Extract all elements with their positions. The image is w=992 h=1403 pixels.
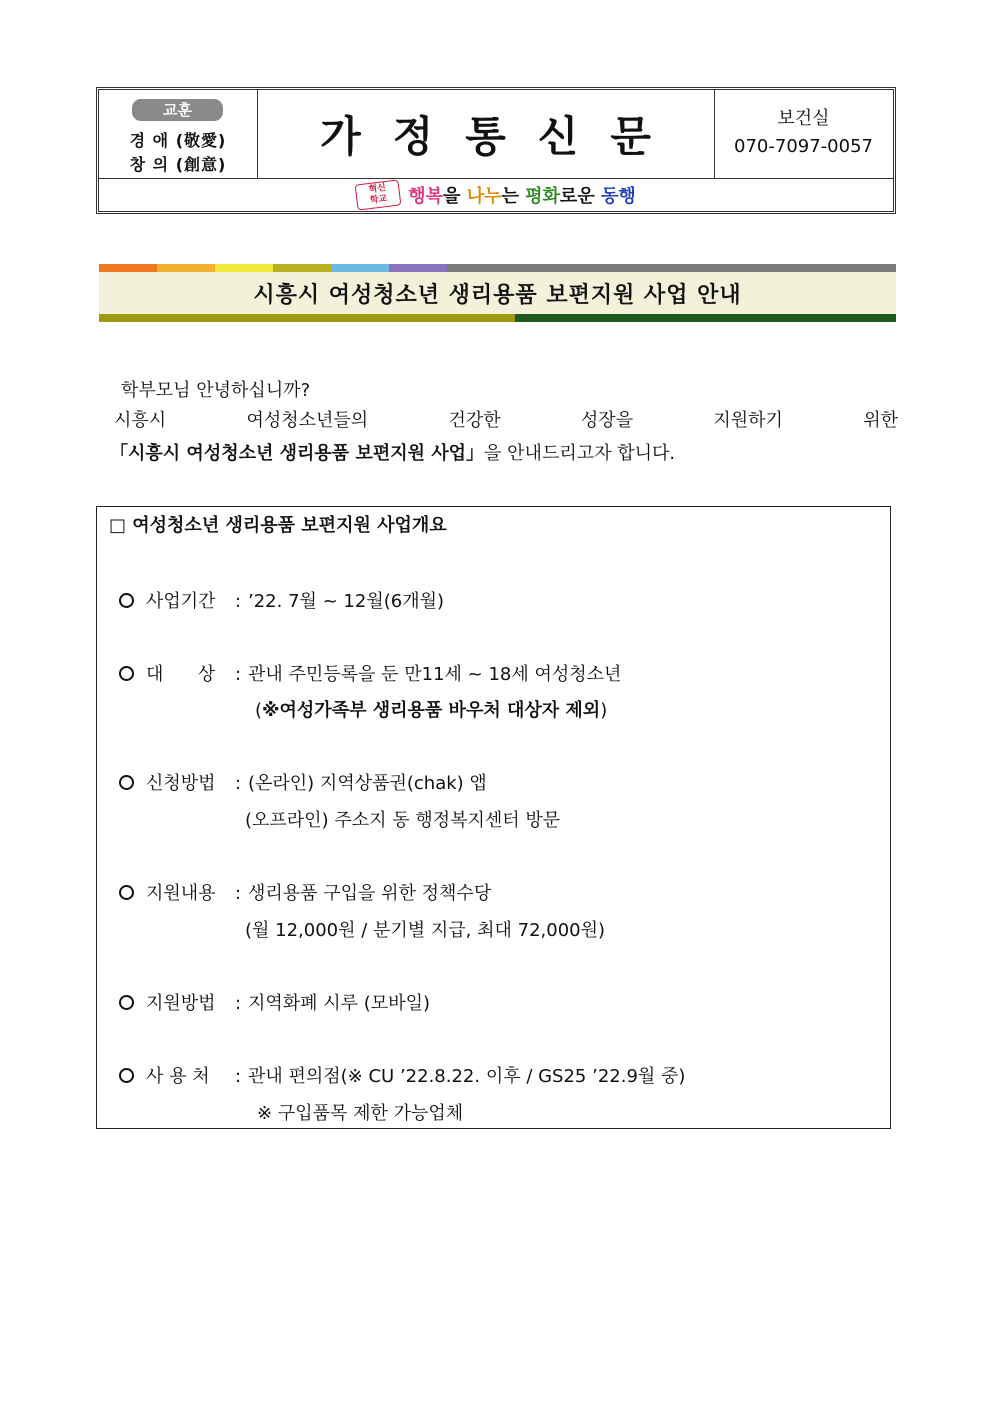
support-detail: (월 12,000원 / 분기별 지급, 최대 72,000원) [245, 920, 606, 941]
slogan-word: 나누 [466, 185, 502, 207]
motto-line-2: 창 의 (創意) [129, 155, 227, 174]
circle-bullet-icon [119, 885, 134, 900]
banner-bottom-color-strip [99, 314, 896, 322]
circle-bullet-icon [119, 666, 134, 681]
item-label: 사 용 처 [146, 1066, 210, 1087]
header-top-row [99, 90, 893, 179]
strip-segment [99, 314, 515, 322]
item-label: 대 상 [146, 664, 216, 685]
item-colon: : [234, 993, 242, 1014]
outline-item-period [119, 587, 444, 613]
strip-segment [273, 264, 331, 272]
slogan-row [99, 178, 893, 211]
contact-phone: 070-7097-0057 [734, 136, 873, 157]
program-name: 「시흥시 여성청소년 생리용품 보편지원 사업」 [110, 443, 485, 464]
strip-segment [331, 264, 389, 272]
target-exclusion-note [255, 696, 607, 722]
item-colon: : [234, 883, 242, 904]
school-slogan [408, 182, 635, 208]
stamp-line-2: 학교 [369, 193, 389, 206]
item-value: (온라인) 지역상품권(chak) 앱 [248, 773, 487, 794]
item-label: 사업기간 [146, 591, 216, 612]
slogan-word: 을 [443, 185, 467, 207]
strip-segment [447, 264, 896, 272]
item-colon: : [234, 773, 242, 794]
item-colon: : [234, 591, 242, 612]
intro-text: 시흥시 여성청소년들의 건강한 성장을 지원하기 위한 [114, 410, 898, 431]
intro-text-end: 을 안내드리고자 합니다. [484, 443, 676, 464]
circle-bullet-icon [119, 593, 134, 608]
outline-item-application [119, 769, 487, 795]
item-label: 지원내용 [146, 883, 216, 904]
circle-bullet-icon [119, 995, 134, 1010]
contact-cell [714, 90, 893, 178]
slogan-word: 는 [501, 185, 526, 207]
outline-item-usage [119, 1062, 685, 1088]
slogan-word: 동행 [600, 185, 636, 207]
strip-segment [515, 314, 896, 322]
slogan-word: 평화 [525, 185, 560, 207]
banner-top-color-strip [99, 264, 896, 272]
motto-line-1: 경 애 (敬愛) [129, 131, 227, 150]
item-label: 지원방법 [146, 993, 216, 1014]
title-cell [257, 90, 715, 178]
circle-bullet-icon [119, 1068, 134, 1083]
notice-title: 시흥시 여성청소년 생리용품 보편지원 사업 안내 [253, 282, 742, 308]
item-colon: : [234, 664, 242, 685]
slogan-word: 행복 [408, 185, 444, 207]
motto-badge: 교훈 [132, 99, 223, 121]
application-offline: (오프라인) 주소지 동 행정복지센터 방문 [245, 810, 561, 831]
item-value: ’22. 7월 ~ 12월(6개월) [248, 591, 444, 612]
intro-paragraph [110, 404, 898, 470]
banner [99, 272, 896, 314]
note-paren-close: ) [600, 700, 608, 721]
slogan-word: 로운 [559, 185, 601, 207]
note-text: ※여성가족부 생리용품 바우처 대상자 제외 [262, 700, 601, 721]
contact-department: 보건실 [777, 108, 830, 129]
motto-cell [99, 90, 258, 178]
innovation-school-stamp-icon [355, 179, 402, 210]
item-label: 신청방법 [146, 773, 216, 794]
item-value: 생리용품 구입을 위한 정책수당 [248, 883, 492, 904]
note-paren-open: ( [255, 700, 263, 721]
program-outline-box [96, 506, 891, 1129]
outline-item-method [119, 989, 430, 1015]
outline-heading: □ 여성청소년 생리용품 보편지원 사업개요 [109, 515, 447, 536]
strip-segment [99, 264, 157, 272]
item-colon: : [234, 1066, 242, 1087]
outline-item-support [119, 879, 491, 905]
stamp-line-1: 혁신 [368, 182, 387, 195]
item-value: 관내 편의점(※ CU ’22.8.22. 이후 / GS25 ’22.9월 중) [248, 1066, 686, 1087]
usage-note: ※ 구입품목 제한 가능업체 [257, 1103, 464, 1124]
header-table [96, 87, 896, 214]
item-value: 지역화폐 시루 (모바일) [248, 993, 430, 1014]
strip-segment [389, 264, 447, 272]
document-title: 가정통신문 [320, 112, 683, 161]
strip-segment [157, 264, 215, 272]
outline-item-target [119, 660, 621, 686]
strip-segment [215, 264, 273, 272]
greeting: 학부모님 안녕하십니까? [121, 380, 311, 401]
circle-bullet-icon [119, 775, 134, 790]
item-value: 관내 주민등록을 둔 만11세 ~ 18세 여성청소년 [248, 664, 622, 685]
